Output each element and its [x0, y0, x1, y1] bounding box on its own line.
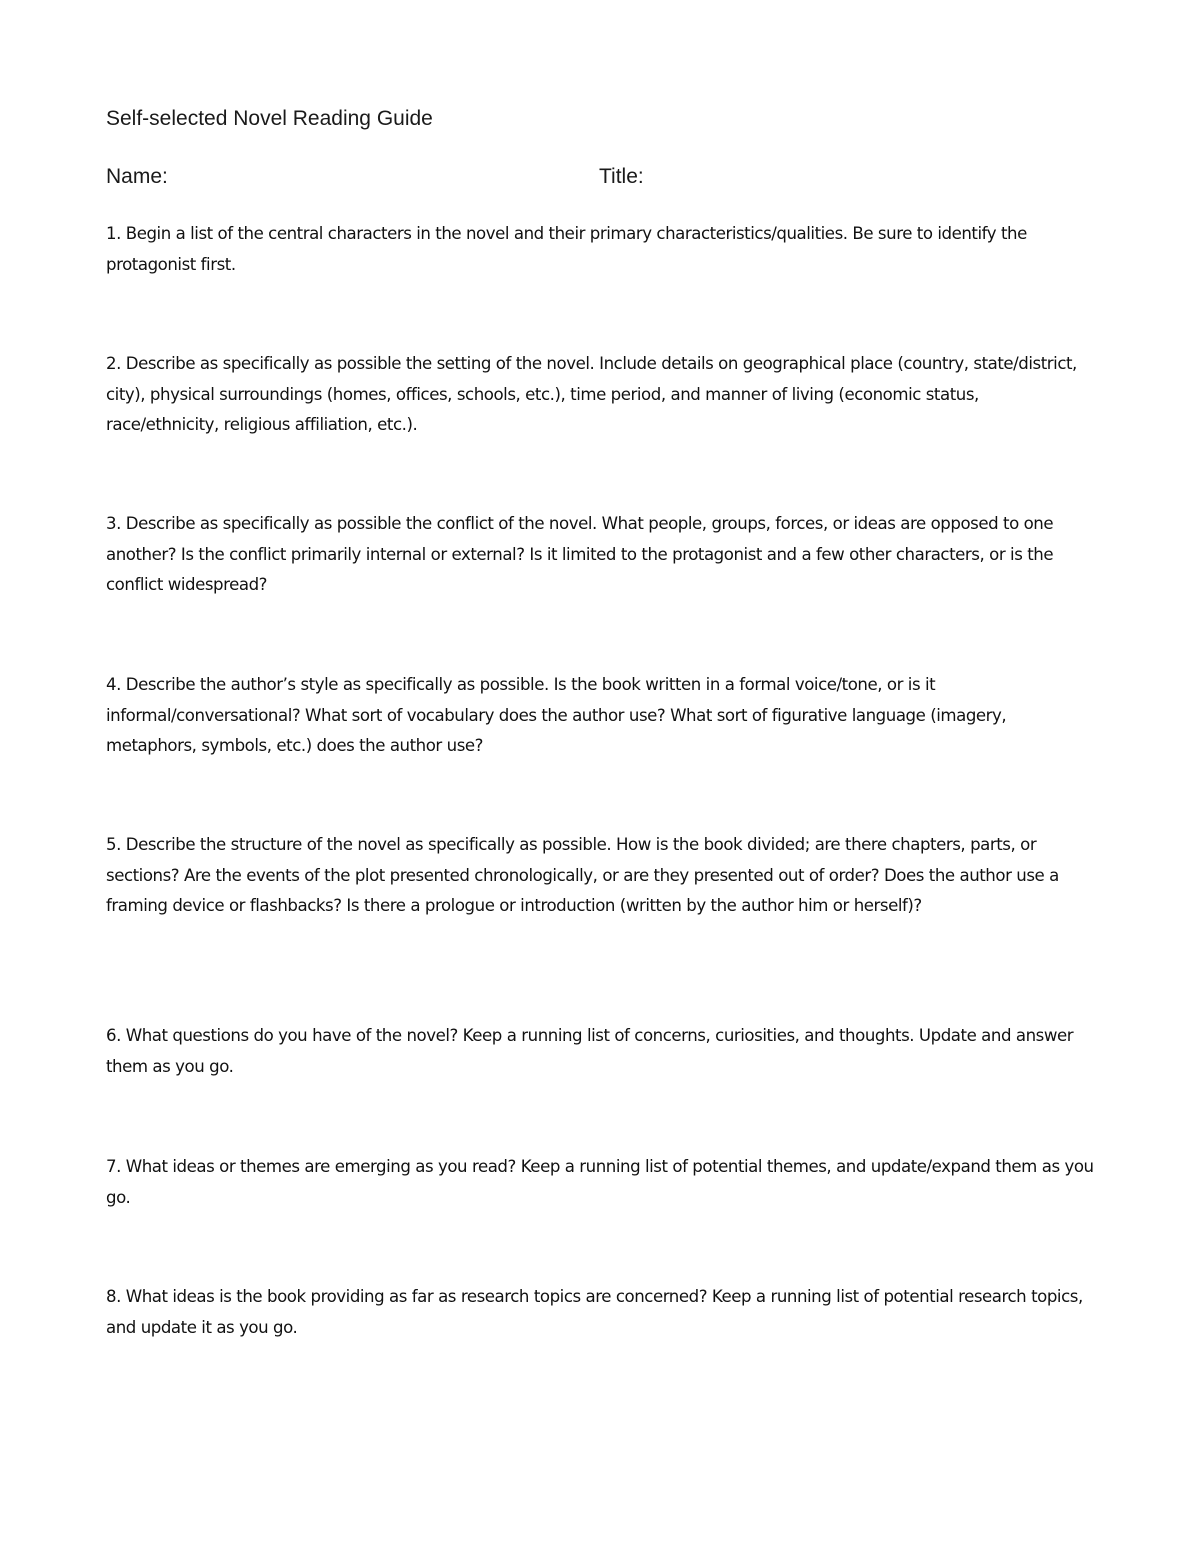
question-3: [106, 509, 1096, 601]
question-number: 2.: [106, 354, 121, 373]
question-text: What questions do you have of the novel? Keep a running list of concerns, curiosities, and thoughts. Update and answer them as you go.: [106, 1026, 1074, 1076]
question-text: What ideas is the book providing as far as research topics are concerned? Keep a running list of potential research topics, and update it as you go.: [106, 1287, 1083, 1337]
question-1: [106, 219, 1096, 280]
title-label: Title:: [599, 165, 644, 188]
question-text: Describe the structure of the novel as specifically as possible. How is the book divided; are there chapters, parts, or sections? Are the events of the plot presented chronologically, or are they presented out of order? Does the author use a framing device or flashbacks? Is there a prologue or introduction (written by the author him or herself)?: [106, 835, 1059, 915]
question-number: 1.: [106, 224, 121, 243]
question-number: 6.: [106, 1026, 121, 1045]
question-6: [106, 1021, 1096, 1082]
document-title: Self-selected Novel Reading Guide: [106, 107, 433, 130]
question-4: [106, 670, 1096, 762]
question-2: [106, 349, 1096, 441]
question-text: Describe as specifically as possible the conflict of the novel. What people, groups, forces, or ideas are opposed to one another? Is the conflict primarily internal or external? Is it limited to the protagonist and a few other characters, or is the conflict widespread?: [106, 514, 1054, 594]
question-text: Describe the author’s style as specifically as possible. Is the book written in a formal voice/tone, or is it informal/conversational? What sort of vocabulary does the author use? What sort of figurative language (imagery, metaphors, symbols, etc.) does the author use?: [106, 675, 1007, 755]
question-text: Describe as specifically as possible the setting of the novel. Include details on geographical place (country, state/district, city), physical surroundings (homes, offices, schools, etc.), time period, and manner of living (economic status, race/ethnicity, religious affiliation, etc.).: [106, 354, 1077, 434]
name-label: Name:: [106, 165, 168, 188]
question-number: 4.: [106, 675, 121, 694]
question-number: 7.: [106, 1157, 121, 1176]
question-7: [106, 1152, 1096, 1213]
question-text: What ideas or themes are emerging as you read? Keep a running list of potential themes, and update/expand them as you go.: [106, 1157, 1094, 1207]
question-number: 5.: [106, 835, 121, 854]
question-5: [106, 830, 1096, 922]
question-text: Begin a list of the central characters in the novel and their primary characteristics/qualities. Be sure to identify the protagonist first.: [106, 224, 1027, 274]
question-8: [106, 1282, 1096, 1343]
question-number: 3.: [106, 514, 121, 533]
question-number: 8.: [106, 1287, 121, 1306]
